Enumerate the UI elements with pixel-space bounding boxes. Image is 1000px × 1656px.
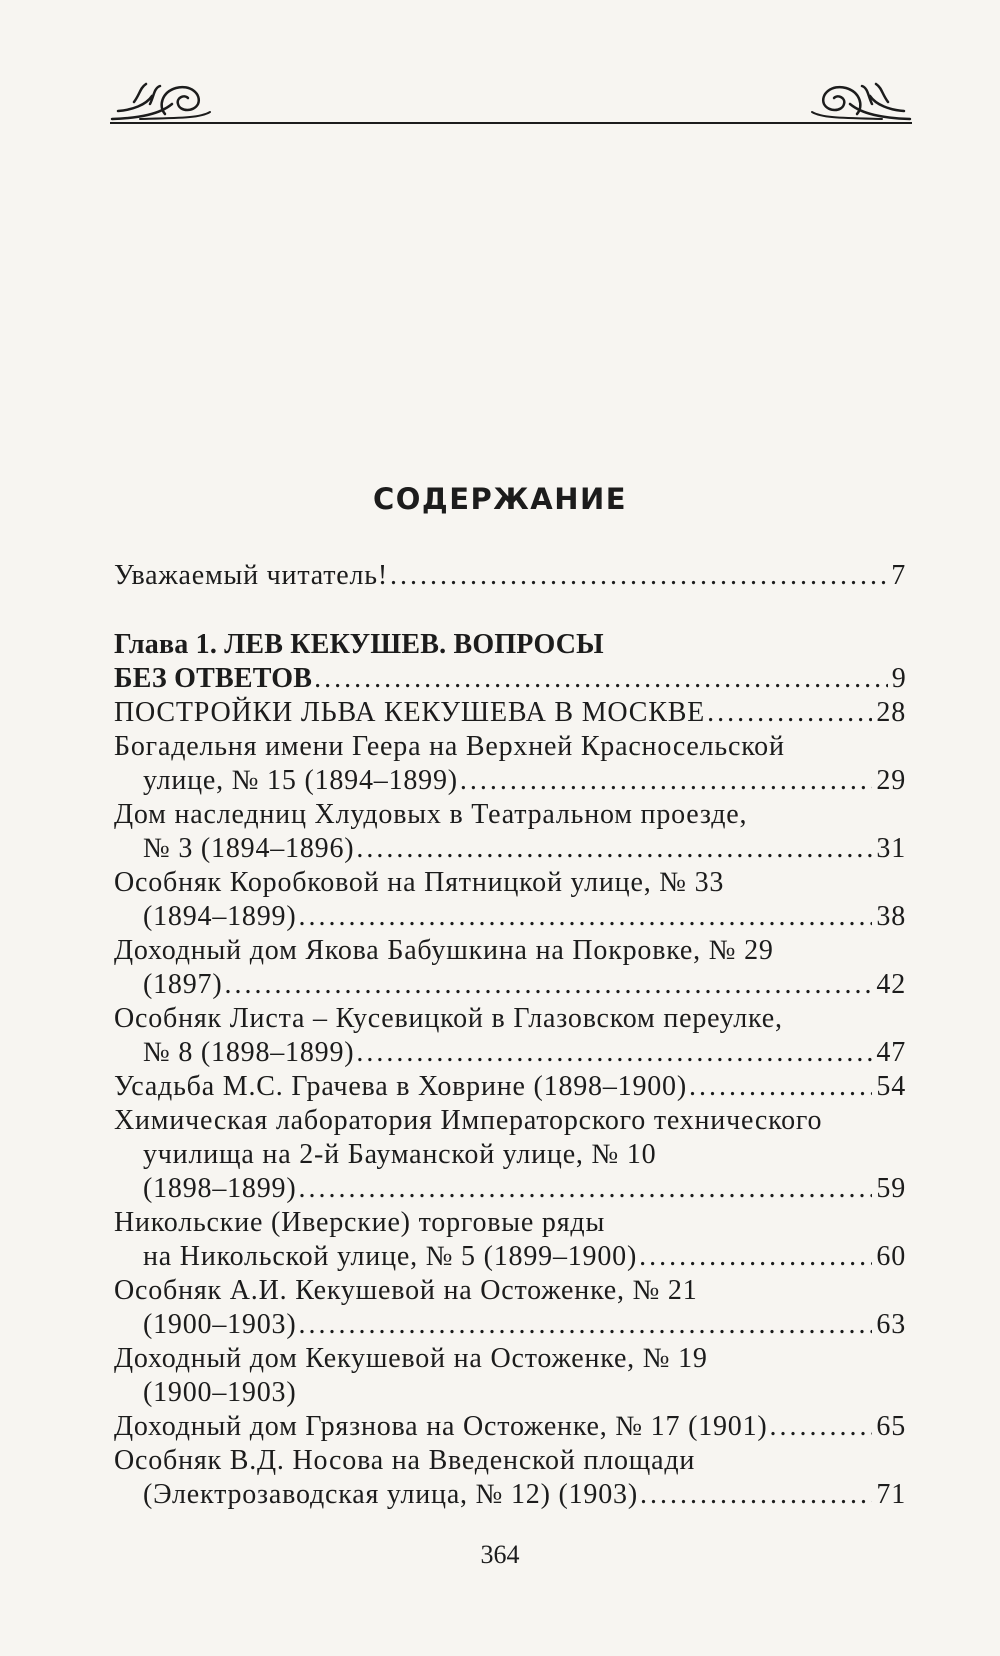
toc-entry-line: [114, 1138, 906, 1172]
toc-entry-title: Доходный дом Кекушевой на Остоженке, № 19: [114, 1343, 708, 1374]
toc-entry-line: [114, 798, 906, 832]
toc-entry-title: Дом наследниц Хлудовых в Театральном проезде,: [114, 799, 748, 830]
toc-heading: СОДЕРЖАНИЕ: [372, 482, 628, 516]
toc-entry-line: [114, 934, 906, 968]
toc-entry-line: [114, 730, 906, 764]
toc-entry-line: [114, 662, 906, 696]
toc-entry-title: Особняк А.И. Кекушевой на Остоженке, № 21: [114, 1275, 698, 1306]
toc-entry-line: [114, 764, 906, 798]
toc-entry-title: Особняк Коробковой на Пятницкой улице, № 33: [114, 867, 725, 898]
toc-leader-dots: [356, 1036, 872, 1070]
toc-entry-line: [114, 832, 906, 866]
toc-entry-line: [114, 1104, 906, 1138]
toc-entry[interactable]: [114, 559, 906, 593]
page-number: 364: [480, 1540, 520, 1569]
toc-entry-line: [114, 1002, 906, 1036]
toc-leader-dots: [689, 1070, 872, 1104]
toc-entry-line: [114, 1444, 906, 1478]
toc-entry-line: [114, 1376, 906, 1410]
toc-entry-page: 59: [876, 1173, 906, 1204]
toc-entry[interactable]: [114, 1206, 906, 1274]
toc-entry-title: улице, № 15 (1894–1899): [143, 765, 458, 796]
toc-entry[interactable]: [114, 1274, 906, 1342]
toc-entry-title: ПОСТРОЙКИ ЛЬВА КЕКУШЕВА В МОСКВЕ: [114, 697, 706, 728]
toc-entry-title: Усадьба М.С. Грачева в Ховрине (1898–1900): [114, 1071, 687, 1102]
toc-entry-page: 28: [876, 697, 906, 728]
toc-entry-page: 38: [876, 901, 906, 932]
toc-entry-page: 63: [876, 1309, 906, 1340]
toc-entry-title: Особняк Листа – Кусевицкой в Глазовском переулке,: [114, 1003, 783, 1034]
toc-entry-line: [114, 696, 906, 730]
toc-entry-page: 60: [876, 1241, 906, 1272]
table-of-contents: [114, 559, 906, 1512]
toc-entry-title: Доходный дом Якова Бабушкина на Покровке, № 29: [114, 935, 774, 966]
toc-entry[interactable]: [114, 1002, 906, 1070]
toc-leader-dots: [770, 1410, 873, 1444]
toc-leader-dots: [639, 1240, 872, 1274]
toc-entry-line: [114, 968, 906, 1002]
toc-entry-title: (Электрозаводская улица, № 12) (1903): [143, 1479, 638, 1510]
toc-leader-dots: [298, 1308, 872, 1342]
toc-leader-dots: [356, 832, 872, 866]
toc-entry-title: Доходный дом Грязнова на Остоженке, № 17 (1901): [114, 1411, 768, 1442]
toc-leader-dots: [460, 764, 872, 798]
toc-entry-page: 47: [876, 1037, 906, 1068]
toc-entry-title: Глава 1. ЛЕВ КЕКУШЕВ. ВОПРОСЫ: [114, 629, 604, 660]
toc-entry-title: Химическая лаборатория Императорского технического: [114, 1105, 823, 1136]
toc-entry-title: БЕЗ ОТВЕТОВ: [114, 663, 313, 694]
toc-entry[interactable]: [114, 1104, 906, 1206]
toc-leader-dots: [640, 1478, 872, 1512]
toc-entry-line: [114, 1036, 906, 1070]
toc-entry-line: [114, 866, 906, 900]
toc-leader-dots: [224, 968, 872, 1002]
toc-entry-page: 9: [891, 663, 906, 694]
toc-entry[interactable]: [114, 1070, 906, 1104]
toc-chapter-entry[interactable]: [114, 628, 906, 696]
toc-entry-line: [114, 1274, 906, 1308]
toc-entry-line: [114, 1410, 906, 1444]
toc-entry-title: Уважаемый читатель!: [114, 560, 388, 591]
toc-entry-title: № 8 (1898–1899): [143, 1037, 355, 1068]
toc-entry-title: (1900–1903): [143, 1309, 297, 1340]
toc-entry-title: училища на 2-й Бауманской улице, № 10: [143, 1139, 657, 1170]
toc-entry-page: 31: [876, 833, 906, 864]
toc-entry-line: [114, 1478, 906, 1512]
toc-entry[interactable]: [114, 934, 906, 1002]
toc-entry-line: [114, 900, 906, 934]
toc-entry-line: [114, 1206, 906, 1240]
toc-entry-title: (1897): [143, 969, 223, 1000]
toc-entry-page: 65: [876, 1411, 906, 1442]
toc-entry[interactable]: [114, 1342, 906, 1410]
toc-leader-dots: [707, 696, 872, 730]
toc-leader-dots: [314, 662, 888, 696]
toc-entry-title: на Никольской улице, № 5 (1899–1900): [143, 1241, 638, 1272]
toc-entry[interactable]: [114, 1444, 906, 1512]
toc-entry-line: [114, 1342, 906, 1376]
toc-entry-page: 54: [876, 1071, 906, 1102]
toc-entry-line: [114, 628, 906, 662]
toc-entry-title: № 3 (1894–1896): [143, 833, 355, 864]
header-ornament: [110, 74, 912, 134]
toc-entry-line: [114, 559, 906, 593]
toc-entry[interactable]: [114, 1410, 906, 1444]
toc-entry-page: 7: [891, 560, 906, 591]
toc-leader-dots: [390, 559, 887, 593]
toc-entry-page: 42: [876, 969, 906, 1000]
toc-entry-line: [114, 1070, 906, 1104]
toc-entry[interactable]: [114, 696, 906, 730]
toc-entry-title: (1900–1903): [143, 1377, 297, 1408]
toc-entry[interactable]: [114, 798, 906, 866]
left-flourish-icon: [112, 84, 210, 119]
toc-leader-dots: [298, 1172, 872, 1206]
toc-entry[interactable]: [114, 730, 906, 798]
toc-entry[interactable]: [114, 866, 906, 934]
toc-entry-page: 71: [876, 1479, 906, 1510]
toc-entry-title: (1898–1899): [143, 1173, 297, 1204]
toc-leader-dots: [298, 900, 872, 934]
toc-entry-title: Никольские (Иверские) торговые ряды: [114, 1207, 606, 1238]
right-flourish-icon: [812, 84, 910, 119]
toc-entry-line: [114, 1172, 906, 1206]
toc-entry-title: Богадельня имени Геера на Верхней Красносельской: [114, 731, 785, 762]
toc-entry-page: 29: [876, 765, 906, 796]
toc-entry-line: [114, 1240, 906, 1274]
toc-entry-title: (1894–1899): [143, 901, 297, 932]
toc-entry-title: Особняк В.Д. Носова на Введенской площади: [114, 1445, 696, 1476]
toc-entry-line: [114, 1308, 906, 1342]
